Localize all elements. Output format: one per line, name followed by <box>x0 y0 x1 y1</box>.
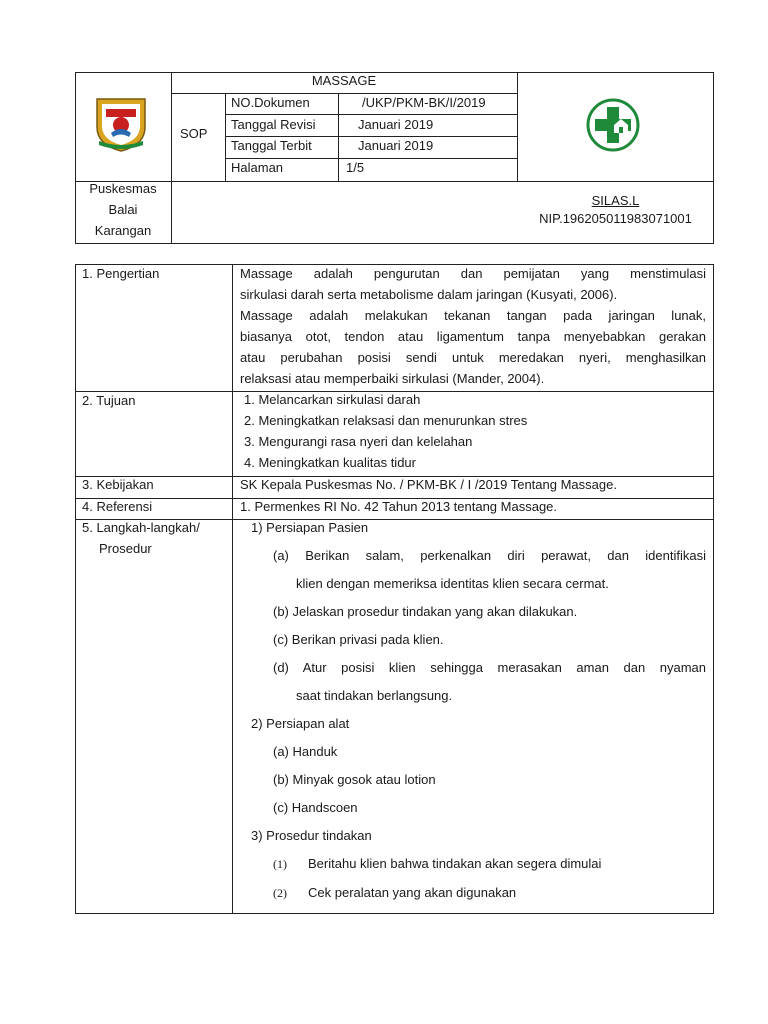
tujuan-item: 4. Meningkatkan kualitas tidur <box>244 455 416 470</box>
referensi-text: 1. Permenkes RI No. 42 Tahun 2013 tentang Massage. <box>240 499 558 514</box>
step-item: Beritahu klien bahwa tindakan akan segera dimulai <box>308 856 602 871</box>
field-value-no-dokumen: /UKP/PKM-BK/I/2019 <box>362 95 486 110</box>
org-name-line: Karangan <box>94 223 152 238</box>
tujuan-item: 2. Meningkatkan relaksasi dan menurunkan stres <box>244 413 528 428</box>
pengertian-line: sirkulasi darah serta metabolisme dalam jaringan (Kusyati, 2006). <box>240 287 618 302</box>
header-divider <box>171 93 517 94</box>
org-name-line: Balai <box>108 202 138 217</box>
step-item: (c) Handscoen <box>273 800 358 815</box>
header-divider <box>338 93 339 181</box>
org-name-line: Puskesmas <box>89 181 157 196</box>
pengertian-line: Massage adalah pengurutan dan pemijatan yang menstimulasi <box>240 266 706 281</box>
content-divider <box>232 264 233 914</box>
field-label-tanggal-terbit: Tanggal Terbit <box>231 138 312 153</box>
pengertian-line: relaksasi atau memperbaiki sirkulasi (Mander, 2004). <box>240 371 545 386</box>
tujuan-item: 3. Mengurangi rasa nyeri dan kelelahan <box>244 434 473 449</box>
step-item: (b) Jelaskan prosedur tindakan yang akan dilakukan. <box>273 604 578 619</box>
field-value-halaman: 1/5 <box>346 160 365 175</box>
tujuan-item: 1. Melancarkan sirkulasi darah <box>244 392 421 407</box>
step-heading: 2) Persiapan alat <box>251 716 350 731</box>
header-divider <box>171 72 172 244</box>
document-title: MASSAGE <box>311 73 377 88</box>
section-label-tujuan: 2. Tujuan <box>82 393 136 408</box>
signer-nip: NIP.196205011983071001 <box>539 211 692 226</box>
header-divider <box>517 72 518 182</box>
pengertian-line: biasanya otot, tendon atau ligamentum tanpa menyebabkan gerakan <box>240 329 706 344</box>
pengertian-line: atau perubahan posisi sendi untuk meredakan nyeri, menghasilkan <box>240 350 706 365</box>
field-value-tanggal-terbit: Januari 2019 <box>358 138 434 153</box>
signer-name: SILAS.L <box>591 193 640 208</box>
header-divider <box>225 136 517 137</box>
field-label-no-dokumen: NO.Dokumen <box>231 95 310 110</box>
step-item: (d) Atur posisi klien sehingga merasakan aman dan nyaman <box>273 660 706 675</box>
puskesmas-logo <box>585 97 641 153</box>
step-number: (1) <box>273 857 287 871</box>
header-divider <box>225 93 226 181</box>
pengertian-line: Massage adalah melakukan tekanan tangan pada jaringan lunak, <box>240 308 706 323</box>
field-label-halaman: Halaman <box>231 160 284 175</box>
section-label-langkah: 5. Langkah-langkah/ <box>82 520 200 535</box>
step-number: (2) <box>273 886 287 900</box>
regency-emblem-logo <box>93 95 149 153</box>
section-label-prosedur: Prosedur <box>99 541 152 556</box>
field-value-tanggal-revisi: Januari 2019 <box>358 117 434 132</box>
step-item: (c) Berikan privasi pada klien. <box>273 632 444 647</box>
step-heading: 1) Persiapan Pasien <box>251 520 369 535</box>
field-label-tanggal-revisi: Tanggal Revisi <box>231 117 316 132</box>
step-item: (a) Berikan salam, perkenalkan diri perawat, dan identifikasi <box>273 548 706 563</box>
step-heading: 3) Prosedur tindakan <box>251 828 372 843</box>
section-label-referensi: 4. Referensi <box>82 499 153 514</box>
header-divider <box>225 114 517 115</box>
step-item: Cek peralatan yang akan digunakan <box>308 885 517 900</box>
step-item: (a) Handuk <box>273 744 338 759</box>
header-divider <box>225 158 517 159</box>
sop-label: SOP <box>180 126 208 141</box>
step-item: (b) Minyak gosok atau lotion <box>273 772 436 787</box>
section-label-kebijakan: 3. Kebijakan <box>82 477 154 492</box>
step-item-continued: saat tindakan berlangsung. <box>296 688 453 703</box>
step-item-continued: klien dengan memeriksa identitas klien secara cermat. <box>296 576 609 591</box>
kebijakan-text: SK Kepala Puskesmas No. / PKM-BK / I /2019 Tentang Massage. <box>240 477 617 492</box>
section-label-pengertian: 1. Pengertian <box>82 266 160 281</box>
